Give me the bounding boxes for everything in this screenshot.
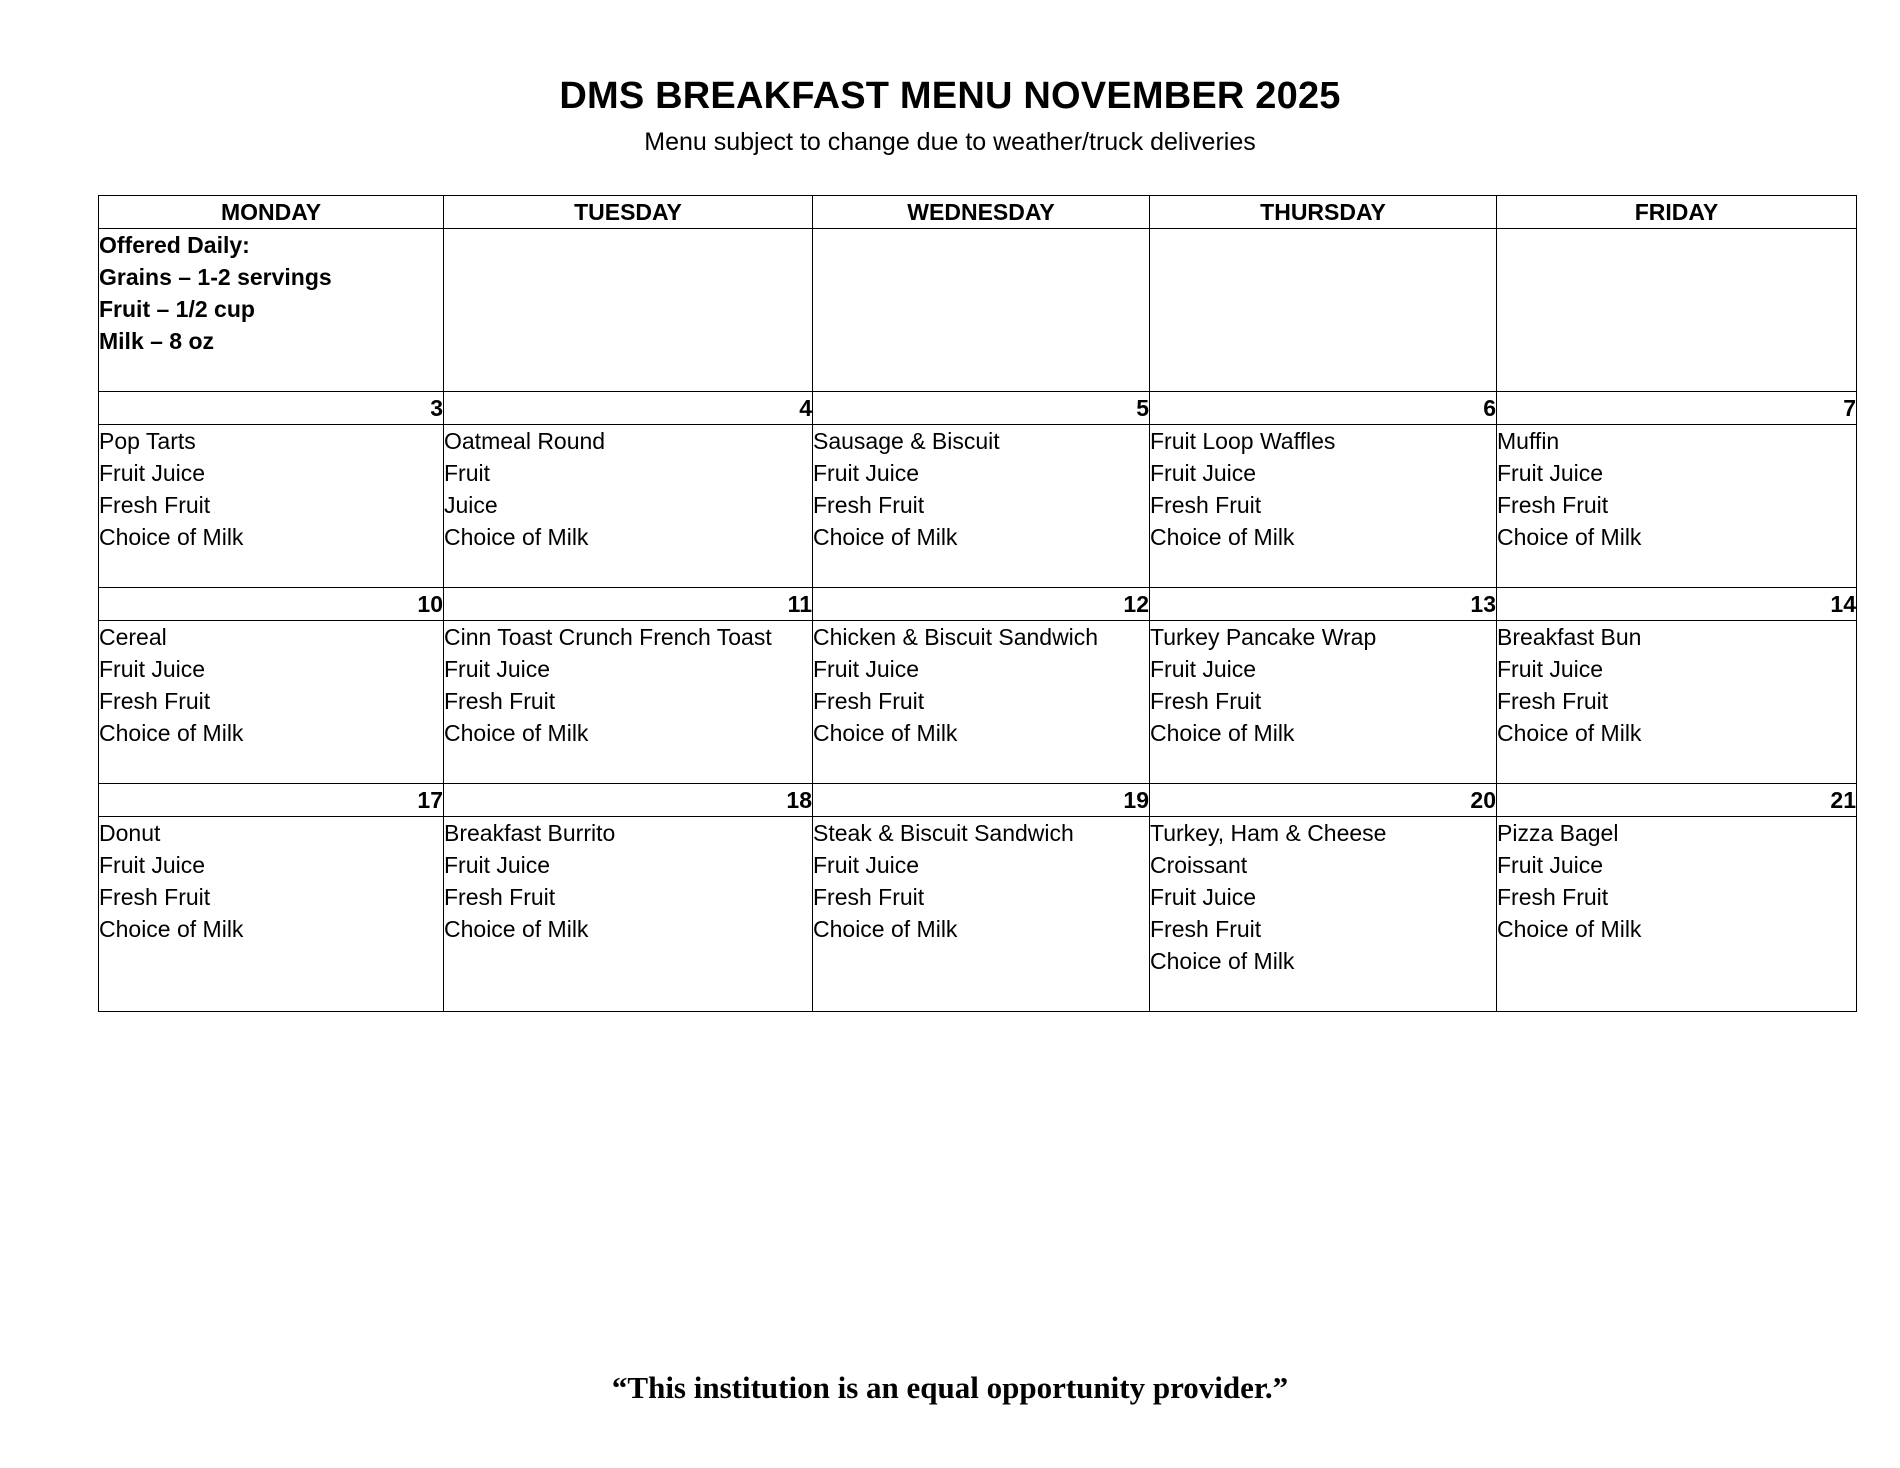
menu-cell-friday: [1497, 425, 1857, 588]
menu-item: Fruit Juice: [99, 460, 206, 486]
menu-cell-tuesday: [444, 425, 813, 588]
menu-row: [99, 621, 1857, 784]
menu-item: Fruit Juice: [1497, 852, 1604, 878]
menu-item: Fruit Juice: [813, 460, 920, 486]
menu-cell-tuesday: [444, 621, 813, 784]
date-row: [99, 588, 1857, 621]
menu-cell-tuesday: [444, 817, 813, 1012]
menu-item: Fruit: [444, 460, 490, 486]
menu-cell-friday: [1497, 621, 1857, 784]
menu-item: Fresh Fruit: [99, 688, 211, 714]
menu-item: Fresh Fruit: [1497, 492, 1609, 518]
menu-item: Fresh Fruit: [813, 492, 925, 518]
date-number-friday: 7: [1497, 392, 1857, 425]
offered-daily-fruit: Fruit – 1/2 cup: [99, 296, 255, 322]
menu-item: Turkey Pancake Wrap: [1150, 624, 1377, 650]
menu-item: Turkey, Ham & Cheese: [1150, 820, 1387, 846]
date-number-wednesday: 5: [813, 392, 1150, 425]
offered-daily-milk: Milk – 8 oz: [99, 328, 215, 354]
equal-opportunity-statement: “This institution is an equal opportunity provider.”: [611, 1370, 1289, 1405]
date-number-wednesday: 12: [813, 588, 1150, 621]
menu-item: Fruit Juice: [1150, 656, 1257, 682]
day-header-wednesday: WEDNESDAY: [813, 196, 1150, 229]
menu-item: Fruit Juice: [99, 852, 206, 878]
menu-item: Juice: [444, 492, 498, 518]
menu-item: Fresh Fruit: [813, 688, 925, 714]
menu-cell-thursday: [1150, 817, 1497, 1012]
menu-cell-friday: [1497, 817, 1857, 1012]
menu-item: Choice of Milk: [99, 524, 244, 550]
day-header-monday: MONDAY: [99, 196, 444, 229]
menu-item: Oatmeal Round: [444, 428, 606, 454]
menu-item: Choice of Milk: [444, 524, 589, 550]
date-number-monday: 17: [99, 784, 444, 817]
menu-item: Croissant: [1150, 852, 1248, 878]
menu-item: Cereal: [99, 624, 167, 650]
date-number-tuesday: 4: [444, 392, 813, 425]
menu-cell-wednesday: [813, 425, 1150, 588]
menu-item: Choice of Milk: [813, 524, 958, 550]
menu-item: Choice of Milk: [1150, 720, 1295, 746]
menu-item: Steak & Biscuit Sandwich: [813, 820, 1074, 846]
menu-item: Choice of Milk: [99, 916, 244, 942]
empty-cell: [444, 229, 813, 392]
menu-subtitle: Menu subject to change due to weather/truck deliveries: [644, 128, 1256, 156]
breakfast-menu-table: [98, 195, 1857, 1012]
menu-item: Fresh Fruit: [813, 884, 925, 910]
menu-item: Choice of Milk: [1497, 720, 1642, 746]
date-row: [99, 392, 1857, 425]
menu-item: Breakfast Burrito: [444, 820, 616, 846]
menu-item: Sausage & Biscuit: [813, 428, 1000, 454]
menu-item: Choice of Milk: [1150, 948, 1295, 974]
menu-item: Fruit Juice: [1497, 656, 1604, 682]
menu-item: Chicken & Biscuit Sandwich: [813, 624, 1099, 650]
offered-daily-cell: [99, 229, 444, 392]
menu-item: Fresh Fruit: [99, 492, 211, 518]
menu-item: Fruit Juice: [99, 656, 206, 682]
menu-item: Fresh Fruit: [99, 884, 211, 910]
date-number-tuesday: 18: [444, 784, 813, 817]
offered-daily-row: [99, 229, 1857, 392]
menu-item: Fruit Juice: [444, 852, 551, 878]
date-number-monday: 10: [99, 588, 444, 621]
menu-item: Fresh Fruit: [1150, 916, 1262, 942]
day-header-row: [99, 196, 1857, 229]
menu-item: Choice of Milk: [1150, 524, 1295, 550]
date-number-friday: 14: [1497, 588, 1857, 621]
menu-cell-thursday: [1150, 621, 1497, 784]
offered-daily-grains: Grains – 1-2 servings: [99, 264, 332, 290]
menu-row: [99, 425, 1857, 588]
day-header-tuesday: TUESDAY: [444, 196, 813, 229]
date-number-thursday: 6: [1150, 392, 1497, 425]
menu-cell-monday: [99, 621, 444, 784]
menu-item: Fruit Juice: [444, 656, 551, 682]
offered-daily-heading: Offered Daily:: [99, 232, 250, 258]
menu-item: Choice of Milk: [1497, 916, 1642, 942]
menu-item: Choice of Milk: [813, 720, 958, 746]
menu-item: Cinn Toast Crunch French Toast: [444, 624, 772, 650]
menu-item: Muffin: [1497, 428, 1560, 454]
menu-item: Pop Tarts: [99, 428, 196, 454]
menu-item: Pizza Bagel: [1497, 820, 1619, 846]
menu-item: Choice of Milk: [444, 916, 589, 942]
menu-item: Fresh Fruit: [1497, 688, 1609, 714]
menu-item: Fresh Fruit: [1497, 884, 1609, 910]
menu-item: Choice of Milk: [444, 720, 589, 746]
date-number-wednesday: 19: [813, 784, 1150, 817]
day-header-friday: FRIDAY: [1497, 196, 1857, 229]
menu-cell-wednesday: [813, 817, 1150, 1012]
date-number-friday: 21: [1497, 784, 1857, 817]
menu-item: Fresh Fruit: [444, 884, 556, 910]
weeks-body: [99, 392, 1857, 1012]
menu-item: Choice of Milk: [99, 720, 244, 746]
menu-title: DMS BREAKFAST MENU NOVEMBER 2025: [559, 75, 1341, 117]
empty-cell: [1150, 229, 1497, 392]
menu-item: Fruit Juice: [1150, 460, 1257, 486]
menu-cell-monday: [99, 425, 444, 588]
menu-item: Fruit Juice: [813, 852, 920, 878]
menu-cell-wednesday: [813, 621, 1150, 784]
menu-item: Fresh Fruit: [1150, 688, 1262, 714]
empty-cell: [813, 229, 1150, 392]
date-number-tuesday: 11: [444, 588, 813, 621]
menu-item: Choice of Milk: [813, 916, 958, 942]
menu-row: [99, 817, 1857, 1012]
menu-item: Choice of Milk: [1497, 524, 1642, 550]
date-row: [99, 784, 1857, 817]
menu-item: Breakfast Bun: [1497, 624, 1642, 650]
menu-item: Fresh Fruit: [444, 688, 556, 714]
menu-item: Fresh Fruit: [1150, 492, 1262, 518]
date-number-monday: 3: [99, 392, 444, 425]
menu-cell-monday: [99, 817, 444, 1012]
menu-item: Fruit Juice: [1497, 460, 1604, 486]
date-number-thursday: 20: [1150, 784, 1497, 817]
menu-item: Fruit Loop Waffles: [1150, 428, 1336, 454]
date-number-thursday: 13: [1150, 588, 1497, 621]
menu-item: Donut: [99, 820, 161, 846]
empty-cell: [1497, 229, 1857, 392]
menu-item: Fruit Juice: [1150, 884, 1257, 910]
day-header-thursday: THURSDAY: [1150, 196, 1497, 229]
menu-item: Fruit Juice: [813, 656, 920, 682]
menu-cell-thursday: [1150, 425, 1497, 588]
